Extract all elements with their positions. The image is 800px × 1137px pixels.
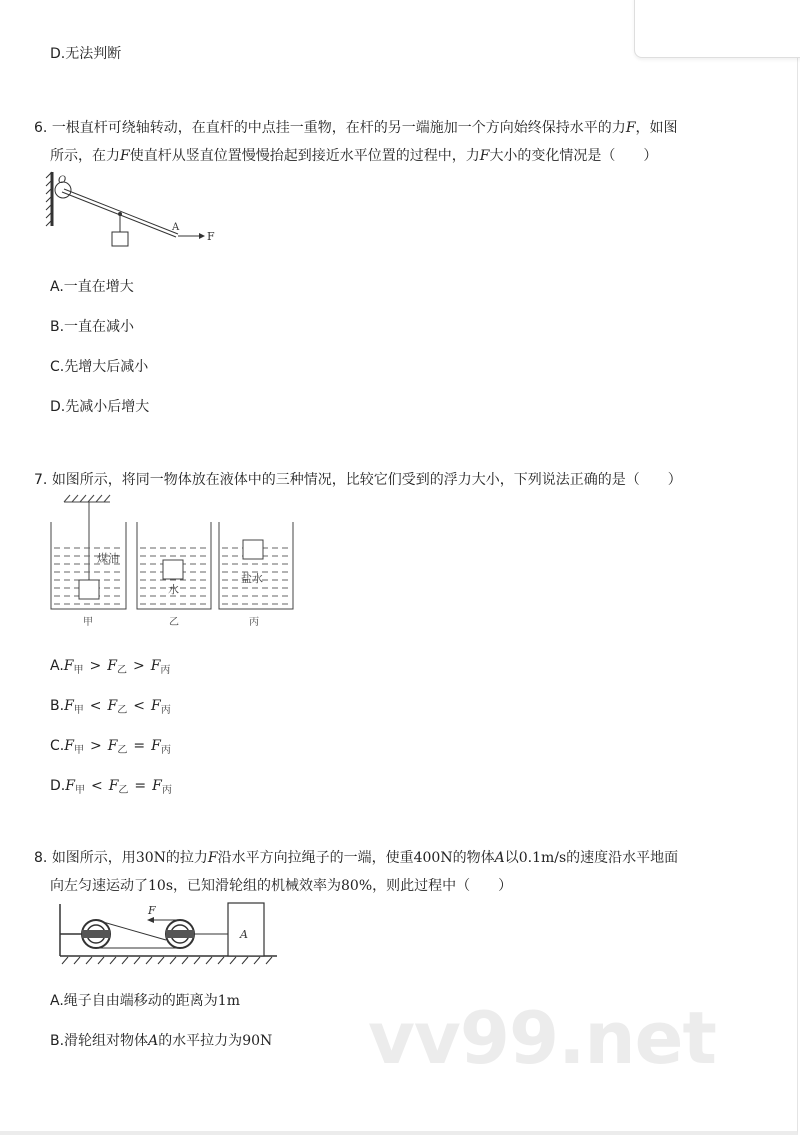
q8-pulley-figure — [52, 900, 280, 968]
q8-option-a[interactable]: A.绳子自由端移动的距离为1m — [50, 993, 240, 1009]
svg-text:水: 水 — [168, 583, 179, 596]
q6-text-line1: 6. 一根直杆可绕轴转动，在直杆的中点挂一重物，在杆的另一端施加一个方向始终保持水平的力F，如图 — [34, 120, 678, 136]
q6-option-c[interactable]: C.先增大后减小 — [50, 359, 149, 375]
q5-option-d[interactable]: D.无法判断 — [50, 46, 122, 62]
svg-text:盐水: 盐水 — [241, 572, 263, 585]
svg-text:F: F — [207, 230, 215, 243]
q6-option-d[interactable]: D.先减小后增大 — [50, 399, 150, 415]
q7-beakers-figure — [46, 492, 296, 632]
q7-option-c[interactable]: $C.F_甲 > F_乙 = F_丙$ — [50, 738, 171, 756]
svg-text:丙: 丙 — [249, 617, 259, 628]
svg-text:O: O — [58, 175, 67, 186]
q6-option-b[interactable]: B.一直在减小 — [50, 319, 135, 335]
q6-text-line2: 所示，在力F使直杆从竖直位置慢慢抬起到接近水平位置的过程中，力F大小的变化情况是（ ） — [50, 148, 658, 164]
svg-text:A: A — [240, 928, 248, 941]
q6-number: 6. — [34, 120, 48, 136]
svg-text:A: A — [172, 222, 180, 233]
q7-option-d[interactable]: $D.F_甲 < F_乙 = F_丙$ — [50, 778, 172, 796]
svg-text:F: F — [148, 904, 156, 917]
q8-option-b[interactable]: B.滑轮组对物体A的水平拉力为90N — [50, 1033, 273, 1049]
watermark: vv99.net — [368, 996, 716, 1080]
q7-option-a[interactable]: $A.F_甲 > F_乙 > F_丙$ — [50, 658, 171, 676]
q7-text: 7. 如图所示，将同一物体放在液体中的三种情况，比较它们受到的浮力大小，下列说法正确的是（ ） — [34, 472, 682, 488]
svg-text:煤油: 煤油 — [97, 552, 119, 565]
q8-text-line2: 向左匀速运动了10s，已知滑轮组的机械效率为80%，则此过程中（ ） — [50, 878, 513, 894]
q8-text-line1: 8. 如图所示，用30N的拉力F沿水平方向拉绳子的一端，使重400N的物体A以0.1m/s的速度沿水平地面 — [34, 850, 679, 866]
q6-option-a[interactable]: A.一直在增大 — [50, 279, 134, 295]
q8-number: 8. — [34, 850, 48, 866]
q7-number: 7. — [34, 472, 48, 488]
svg-text:乙: 乙 — [169, 617, 179, 628]
svg-text:甲: 甲 — [83, 617, 93, 628]
q6-lever-figure — [44, 168, 224, 252]
q7-option-b[interactable]: $B.F_甲 < F_乙 < F_丙$ — [50, 698, 171, 716]
floating-panel[interactable] — [634, 0, 800, 58]
